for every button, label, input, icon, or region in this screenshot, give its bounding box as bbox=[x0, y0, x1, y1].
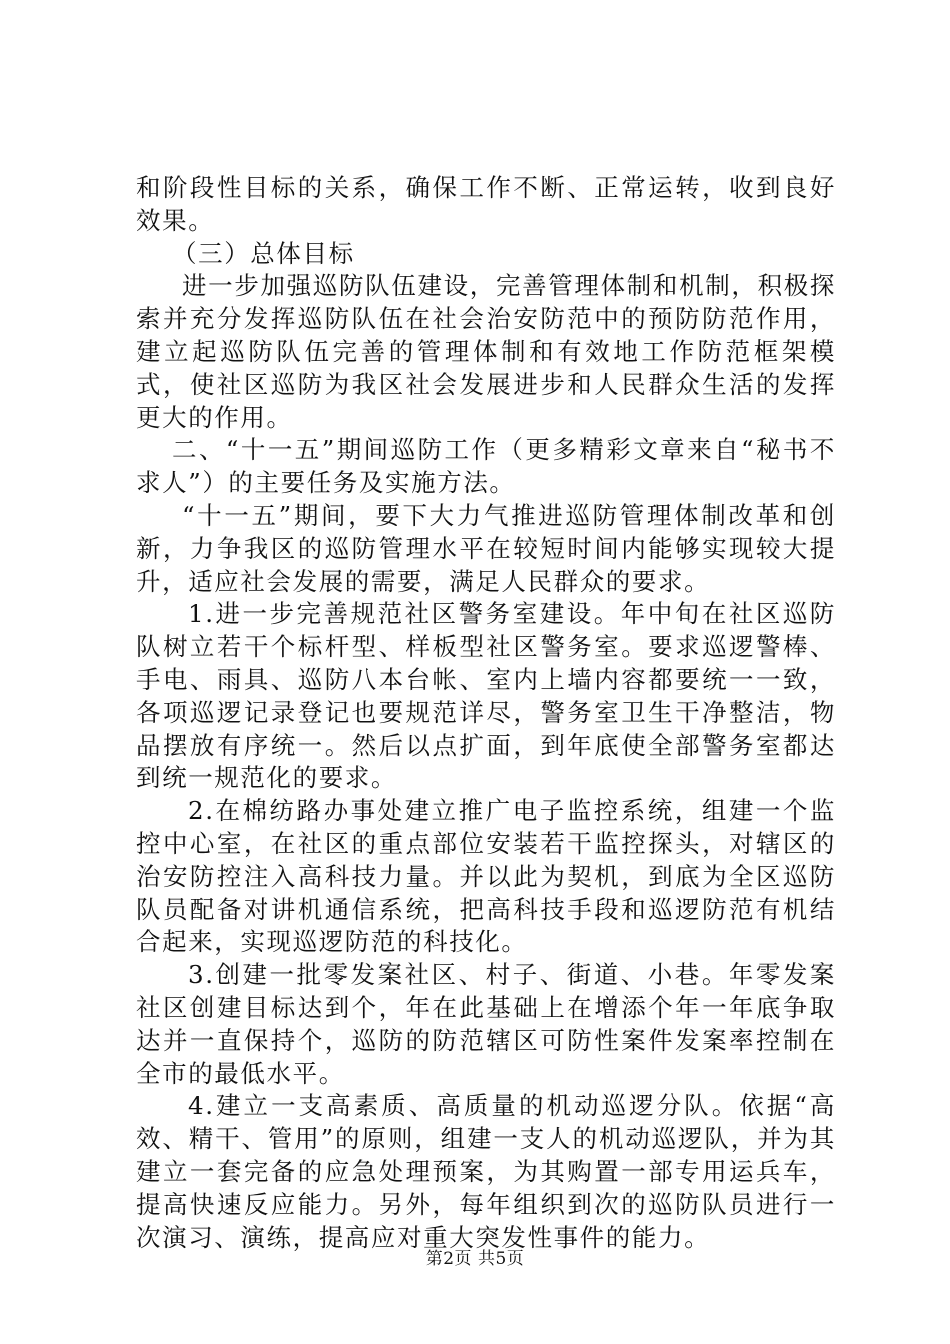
paragraph-item-1: 1.进一步完善规范社区警务室建设。年中旬在社区巡防队树立若干个标杆型、样板型社区警务室。要求巡逻警棒、手电、雨具、巡防八本台帐、室内上墙内容都要统一一致，各项巡逻记录登记也要规范详尽，警务室卫生干净整洁，物品摆放有序统一。然后以点扩面，到年底使全部警务室都达到统一规范化的要求。 bbox=[136, 599, 836, 793]
paragraph-item-3: 3.创建一批零发案社区、村子、街道、小巷。年零发案社区创建目标达到个，年在此基础上在增添个年一年底争取达并一直保持个，巡防的防范辖区可防性案件发案率控制在全市的最低水平。 bbox=[136, 960, 836, 1088]
paragraph-intro: “十一五”期间，要下大力气推进巡防管理体制改革和创新，力争我区的巡防管理水平在较短时间内能够实现较大提升，适应社会发展的需要，满足人民群众的要求。 bbox=[136, 500, 836, 596]
paragraph-item-2: 2.在棉纺路办事处建立推广电子监控系统，组建一个监控中心室，在社区的重点部位安装若干监控探头，对辖区的治安防控注入高科技力量。并以此为契机，到底为全区巡防队员配备对讲机通信系统，把高科技手段和巡逻防范有机结合起来，实现巡逻防范的科技化。 bbox=[136, 796, 836, 957]
document-body bbox=[136, 172, 836, 1254]
section-heading-main-tasks: 二、“十一五”期间巡防工作（更多精彩文章来自“秘书不求人”）的主要任务及实施方法。 bbox=[136, 435, 836, 498]
paragraph-overall-goal: 进一步加强巡防队伍建设，完善管理体制和机制，积极探索并充分发挥巡防队伍在社会治安防范中的预防防范作用，建立起巡防队伍完善的管理体制和有效地工作防范框架模式，使社区巡防为我区社会发展进步和人民群众生活的发挥更大的作用。 bbox=[136, 271, 836, 432]
paragraph-item-4: 4.建立一支高素质、高质量的机动巡逻分队。依据“高效、精干、管用”的原则，组建一支人的机动巡逻队，并为其建立一套完备的应急处理预案，为其购置一部专用运兵车，提高快速反应能力。另外，每年组织到次的巡防队员进行一次演习、演练，提高应对重大突发性事件的能力。 bbox=[136, 1091, 836, 1252]
section-heading-overall-goal: （三）总体目标 bbox=[172, 238, 355, 268]
paragraph-continuation: 和阶段性目标的关系，确保工作不断、正常运转，收到良好效果。 bbox=[136, 173, 836, 235]
page-number-footer: 第2页 共5页 bbox=[425, 1249, 525, 1269]
